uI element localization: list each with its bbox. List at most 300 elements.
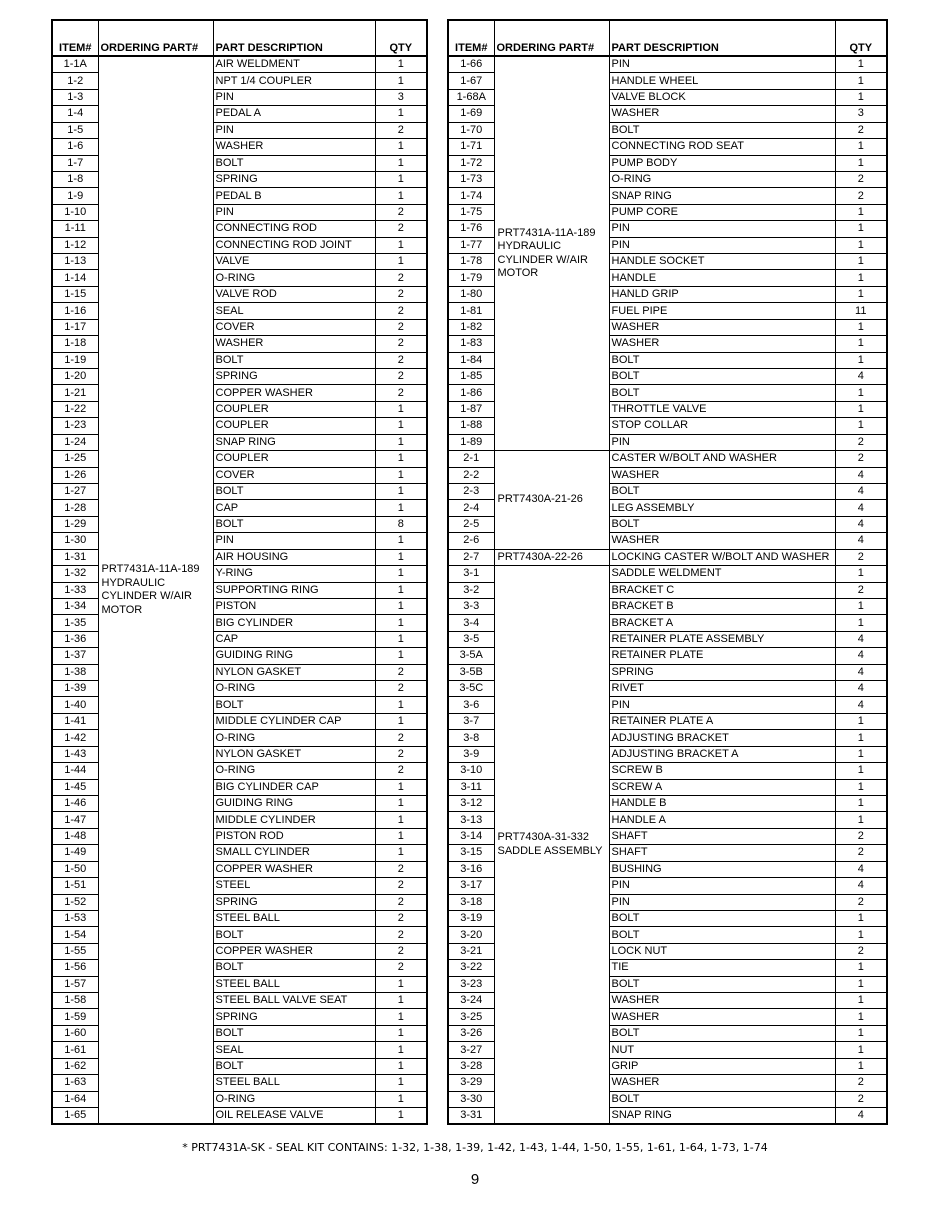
item-number: 1-45 [52, 779, 98, 795]
part-qty: 1 [835, 270, 887, 286]
part-qty: 2 [375, 894, 427, 910]
item-number: 3-31 [448, 1108, 494, 1125]
part-qty: 1 [835, 1009, 887, 1025]
part-description: BOLT [609, 483, 835, 499]
item-number: 3-15 [448, 845, 494, 861]
part-description: BRACKET B [609, 598, 835, 614]
part-description: NYLON GASKET [213, 746, 375, 762]
part-qty: 2 [835, 122, 887, 138]
item-number: 1-40 [52, 697, 98, 713]
part-description: COUPLER [213, 451, 375, 467]
part-qty: 1 [375, 615, 427, 631]
part-qty: 1 [375, 697, 427, 713]
part-description: LOCK NUT [609, 943, 835, 959]
item-number: 2-6 [448, 533, 494, 549]
part-description: COVER [213, 467, 375, 483]
parts-table-right [447, 19, 888, 1125]
item-number: 1-15 [52, 286, 98, 302]
part-qty: 2 [375, 369, 427, 385]
part-qty: 1 [835, 56, 887, 73]
part-description: PIN [609, 434, 835, 450]
header-item: ITEM# [52, 20, 98, 56]
part-description: O-RING [213, 270, 375, 286]
part-qty: 1 [375, 1025, 427, 1041]
item-number: 3-12 [448, 795, 494, 811]
part-qty: 1 [375, 812, 427, 828]
part-description: FUEL PIPE [609, 303, 835, 319]
part-description: COUPLER [213, 418, 375, 434]
part-description: WASHER [213, 139, 375, 155]
part-qty: 2 [835, 1091, 887, 1107]
part-qty: 1 [375, 713, 427, 729]
part-description: SCREW B [609, 763, 835, 779]
part-description: WASHER [609, 336, 835, 352]
part-qty: 2 [375, 286, 427, 302]
part-qty: 2 [835, 549, 887, 565]
part-description: SPRING [213, 1009, 375, 1025]
item-number: 1-58 [52, 993, 98, 1009]
item-number: 1-33 [52, 582, 98, 598]
item-number: 1-7 [52, 155, 98, 171]
part-description: BRACKET A [609, 615, 835, 631]
part-description: Y-RING [213, 566, 375, 582]
parts-table-left [51, 19, 428, 1125]
part-description: WASHER [609, 1009, 835, 1025]
part-qty: 4 [835, 664, 887, 680]
part-qty: 1 [835, 73, 887, 89]
part-description: MIDDLE CYLINDER [213, 812, 375, 828]
item-number: 1-37 [52, 648, 98, 664]
part-qty: 2 [835, 451, 887, 467]
part-description: STOP COLLAR [609, 418, 835, 434]
part-qty: 1 [835, 910, 887, 926]
part-description: BOLT [609, 352, 835, 368]
part-qty: 1 [835, 352, 887, 368]
ordering-part-number: PRT7430A-31-332 SADDLE ASSEMBLY [494, 566, 609, 1125]
part-qty: 1 [375, 993, 427, 1009]
part-description: SMALL CYLINDER [213, 845, 375, 861]
item-number: 1-70 [448, 122, 494, 138]
item-number: 1-57 [52, 976, 98, 992]
item-number: 3-9 [448, 746, 494, 762]
part-qty: 1 [835, 566, 887, 582]
part-qty: 4 [835, 483, 887, 499]
item-number: 1-65 [52, 1108, 98, 1125]
part-qty: 2 [375, 221, 427, 237]
part-description: BOLT [609, 1025, 835, 1041]
part-description: RIVET [609, 681, 835, 697]
part-qty: 1 [835, 336, 887, 352]
item-number: 1-77 [448, 237, 494, 253]
item-number: 1-51 [52, 878, 98, 894]
item-number: 1-62 [52, 1058, 98, 1074]
item-number: 1-10 [52, 204, 98, 220]
item-number: 1-71 [448, 139, 494, 155]
part-qty: 1 [835, 319, 887, 335]
part-qty: 1 [375, 549, 427, 565]
table-row [448, 451, 887, 467]
part-description: VALVE BLOCK [609, 89, 835, 105]
part-description: SHAFT [609, 845, 835, 861]
parts-table-body [448, 56, 887, 1124]
part-description: CASTER W/BOLT AND WASHER [609, 451, 835, 467]
part-qty: 2 [375, 878, 427, 894]
part-description: PEDAL A [213, 106, 375, 122]
item-number: 1-35 [52, 615, 98, 631]
part-qty: 1 [375, 779, 427, 795]
part-qty: 1 [375, 500, 427, 516]
part-qty: 1 [375, 648, 427, 664]
table-row [448, 56, 887, 73]
part-description: CONNECTING ROD [213, 221, 375, 237]
part-description: HANDLE [609, 270, 835, 286]
part-description: WASHER [609, 1075, 835, 1091]
part-description: CONNECTING ROD JOINT [213, 237, 375, 253]
item-number: 3-16 [448, 861, 494, 877]
part-description: GUIDING RING [213, 795, 375, 811]
item-number: 1-81 [448, 303, 494, 319]
part-description: WASHER [609, 467, 835, 483]
ordering-part-number: PRT7430A-21-26 [494, 451, 609, 550]
item-number: 1-83 [448, 336, 494, 352]
item-number: 1-46 [52, 795, 98, 811]
item-number: 1-31 [52, 549, 98, 565]
part-description: SPRING [213, 894, 375, 910]
header-part-description: PART DESCRIPTION [609, 20, 835, 56]
item-number: 1-53 [52, 910, 98, 926]
part-qty: 2 [375, 303, 427, 319]
part-qty: 3 [375, 89, 427, 105]
item-number: 1-18 [52, 336, 98, 352]
part-description: PIN [609, 237, 835, 253]
item-number: 1-22 [52, 401, 98, 417]
part-qty: 1 [375, 1058, 427, 1074]
item-number: 3-21 [448, 943, 494, 959]
item-number: 1-72 [448, 155, 494, 171]
part-qty: 2 [375, 927, 427, 943]
part-description: BOLT [213, 483, 375, 499]
table-row [52, 56, 427, 73]
part-qty: 1 [375, 73, 427, 89]
page-number: 9 [470, 1171, 480, 1188]
item-number: 2-3 [448, 483, 494, 499]
part-qty: 2 [375, 861, 427, 877]
part-description: STEEL BALL [213, 976, 375, 992]
item-number: 1-66 [448, 56, 494, 73]
part-qty: 1 [835, 993, 887, 1009]
part-description: BOLT [213, 155, 375, 171]
item-number: 1-1A [52, 56, 98, 73]
part-description: WASHER [609, 533, 835, 549]
part-qty: 4 [835, 861, 887, 877]
part-qty: 1 [835, 237, 887, 253]
part-description: SPRING [213, 171, 375, 187]
part-description: BOLT [609, 910, 835, 926]
part-description: PIN [213, 533, 375, 549]
part-qty: 1 [835, 960, 887, 976]
part-description: BOLT [213, 960, 375, 976]
part-description: BUSHING [609, 861, 835, 877]
item-number: 3-28 [448, 1058, 494, 1074]
part-description: BOLT [609, 976, 835, 992]
item-number: 1-9 [52, 188, 98, 204]
part-qty: 4 [835, 878, 887, 894]
part-qty: 2 [375, 943, 427, 959]
part-qty: 1 [375, 56, 427, 73]
part-qty: 2 [375, 960, 427, 976]
part-qty: 1 [835, 204, 887, 220]
part-description: GUIDING RING [213, 648, 375, 664]
item-number: 1-50 [52, 861, 98, 877]
item-number: 1-80 [448, 286, 494, 302]
part-description: THROTTLE VALVE [609, 401, 835, 417]
part-qty: 2 [835, 845, 887, 861]
item-number: 1-29 [52, 516, 98, 532]
item-number: 1-88 [448, 418, 494, 434]
item-number: 1-76 [448, 221, 494, 237]
part-description: PIN [213, 204, 375, 220]
part-qty: 1 [835, 746, 887, 762]
part-qty: 1 [835, 615, 887, 631]
item-number: 1-23 [52, 418, 98, 434]
item-number: 1-85 [448, 369, 494, 385]
item-number: 3-29 [448, 1075, 494, 1091]
table-row [448, 549, 887, 565]
item-number: 1-13 [52, 254, 98, 270]
part-qty: 1 [375, 106, 427, 122]
item-number: 2-7 [448, 549, 494, 565]
item-number: 1-74 [448, 188, 494, 204]
part-description: PIN [609, 878, 835, 894]
part-description: STEEL BALL VALVE SEAT [213, 993, 375, 1009]
item-number: 1-60 [52, 1025, 98, 1041]
item-number: 1-56 [52, 960, 98, 976]
seal-kit-footnote: * PRT7431A-SK - SEAL KIT CONTAINS: 1-32, 1-38, 1-39, 1-42, 1-43, 1-44, 1-50, 1-55, 1-61, 1-64, 1-73, 1-74 [182, 1141, 768, 1154]
part-description: O-RING [213, 763, 375, 779]
part-description: NPT 1/4 COUPLER [213, 73, 375, 89]
item-number: 1-78 [448, 254, 494, 270]
part-qty: 1 [375, 467, 427, 483]
part-description: WASHER [213, 336, 375, 352]
item-number: 3-2 [448, 582, 494, 598]
part-description: COPPER WASHER [213, 943, 375, 959]
item-number: 1-43 [52, 746, 98, 762]
part-description: HANDLE WHEEL [609, 73, 835, 89]
header-part-description: PART DESCRIPTION [213, 20, 375, 56]
part-qty: 1 [375, 976, 427, 992]
item-number: 1-48 [52, 828, 98, 844]
part-qty: 1 [835, 221, 887, 237]
part-description: HANDLE SOCKET [609, 254, 835, 270]
part-description: PIN [213, 89, 375, 105]
item-number: 1-38 [52, 664, 98, 680]
part-qty: 1 [375, 188, 427, 204]
part-description: TIE [609, 960, 835, 976]
part-description: RETAINER PLATE A [609, 713, 835, 729]
ordering-part-number: PRT7430A-22-26 [494, 549, 609, 565]
part-description: NYLON GASKET [213, 664, 375, 680]
item-number: 1-42 [52, 730, 98, 746]
item-number: 1-89 [448, 434, 494, 450]
part-description: PISTON [213, 598, 375, 614]
part-qty: 2 [375, 385, 427, 401]
item-number: 1-26 [52, 467, 98, 483]
part-description: SNAP RING [213, 434, 375, 450]
part-description: STEEL [213, 878, 375, 894]
part-description: PIN [609, 56, 835, 73]
part-qty: 1 [375, 582, 427, 598]
part-qty: 2 [375, 664, 427, 680]
part-qty: 1 [375, 795, 427, 811]
part-description: SNAP RING [609, 1108, 835, 1125]
item-number: 1-82 [448, 319, 494, 335]
item-number: 1-64 [52, 1091, 98, 1107]
part-qty: 1 [375, 451, 427, 467]
part-qty: 1 [375, 1108, 427, 1125]
part-description: BIG CYLINDER [213, 615, 375, 631]
item-number: 3-14 [448, 828, 494, 844]
part-description: BOLT [213, 352, 375, 368]
item-number: 3-27 [448, 1042, 494, 1058]
part-description: O-RING [609, 171, 835, 187]
item-number: 3-11 [448, 779, 494, 795]
part-description: PUMP CORE [609, 204, 835, 220]
part-qty: 1 [835, 713, 887, 729]
part-description: BOLT [609, 385, 835, 401]
part-description: LOCKING CASTER W/BOLT AND WASHER [609, 549, 835, 565]
item-number: 3-5A [448, 648, 494, 664]
part-description: MIDDLE CYLINDER CAP [213, 713, 375, 729]
part-description: AIR HOUSING [213, 549, 375, 565]
item-number: 1-2 [52, 73, 98, 89]
part-qty: 1 [835, 1042, 887, 1058]
item-number: 2-2 [448, 467, 494, 483]
item-number: 1-28 [52, 500, 98, 516]
header-ordering-part: ORDERING PART# [494, 20, 609, 56]
item-number: 1-75 [448, 204, 494, 220]
part-qty: 2 [835, 943, 887, 959]
part-qty: 1 [835, 795, 887, 811]
part-qty: 1 [375, 171, 427, 187]
part-qty: 4 [835, 516, 887, 532]
item-number: 1-79 [448, 270, 494, 286]
item-number: 1-6 [52, 139, 98, 155]
item-number: 1-73 [448, 171, 494, 187]
item-number: 1-20 [52, 369, 98, 385]
part-qty: 4 [835, 369, 887, 385]
part-qty: 1 [835, 763, 887, 779]
ordering-part-number: PRT7431A-11A-189 HYDRAULIC CYLINDER W/AIR MOTOR [98, 56, 213, 1124]
part-qty: 1 [835, 976, 887, 992]
part-qty: 2 [835, 582, 887, 598]
part-qty: 4 [835, 697, 887, 713]
part-description: SPRING [609, 664, 835, 680]
part-description: BOLT [609, 927, 835, 943]
part-qty: 1 [375, 845, 427, 861]
item-number: 1-68A [448, 89, 494, 105]
part-qty: 1 [375, 598, 427, 614]
item-number: 3-5B [448, 664, 494, 680]
part-qty: 4 [835, 648, 887, 664]
part-qty: 1 [375, 483, 427, 499]
parts-table-body [52, 56, 427, 1124]
part-description: BOLT [213, 1025, 375, 1041]
part-qty: 1 [375, 631, 427, 647]
item-number: 1-84 [448, 352, 494, 368]
item-number: 1-5 [52, 122, 98, 138]
item-number: 3-8 [448, 730, 494, 746]
part-description: CAP [213, 500, 375, 516]
part-qty: 11 [835, 303, 887, 319]
part-qty: 2 [375, 910, 427, 926]
item-number: 1-4 [52, 106, 98, 122]
part-qty: 4 [835, 500, 887, 516]
part-qty: 8 [375, 516, 427, 532]
item-number: 2-4 [448, 500, 494, 516]
part-description: SHAFT [609, 828, 835, 844]
part-qty: 1 [835, 779, 887, 795]
part-qty: 1 [835, 812, 887, 828]
part-qty: 1 [375, 1091, 427, 1107]
part-description: ADJUSTING BRACKET A [609, 746, 835, 762]
part-description: STEEL BALL [213, 1075, 375, 1091]
part-description: CONNECTING ROD SEAT [609, 139, 835, 155]
item-number: 1-63 [52, 1075, 98, 1091]
part-description: COPPER WASHER [213, 385, 375, 401]
part-description: BOLT [609, 122, 835, 138]
item-number: 1-32 [52, 566, 98, 582]
item-number: 2-5 [448, 516, 494, 532]
header-ordering-part: ORDERING PART# [98, 20, 213, 56]
part-qty: 1 [375, 828, 427, 844]
part-qty: 1 [375, 139, 427, 155]
part-qty: 1 [375, 1009, 427, 1025]
item-number: 1-14 [52, 270, 98, 286]
item-number: 3-13 [448, 812, 494, 828]
item-number: 1-36 [52, 631, 98, 647]
item-number: 3-1 [448, 566, 494, 582]
part-description: BIG CYLINDER CAP [213, 779, 375, 795]
item-number: 1-61 [52, 1042, 98, 1058]
part-qty: 1 [375, 533, 427, 549]
item-number: 3-20 [448, 927, 494, 943]
item-number: 3-24 [448, 993, 494, 1009]
part-description: ADJUSTING BRACKET [609, 730, 835, 746]
item-number: 1-16 [52, 303, 98, 319]
part-qty: 1 [375, 401, 427, 417]
part-description: VALVE [213, 254, 375, 270]
part-qty: 1 [835, 418, 887, 434]
item-number: 1-59 [52, 1009, 98, 1025]
part-qty: 1 [835, 286, 887, 302]
part-description: BOLT [213, 516, 375, 532]
part-description: GRIP [609, 1058, 835, 1074]
part-description: SPRING [213, 369, 375, 385]
part-qty: 2 [835, 894, 887, 910]
item-number: 1-86 [448, 385, 494, 401]
item-number: 1-87 [448, 401, 494, 417]
item-number: 3-5 [448, 631, 494, 647]
item-number: 3-23 [448, 976, 494, 992]
item-number: 1-24 [52, 434, 98, 450]
part-qty: 1 [835, 254, 887, 270]
item-number: 1-30 [52, 533, 98, 549]
part-description: STEEL BALL [213, 910, 375, 926]
part-description: BOLT [609, 369, 835, 385]
table-row [448, 566, 887, 582]
part-description: SEAL [213, 303, 375, 319]
part-qty: 2 [835, 434, 887, 450]
